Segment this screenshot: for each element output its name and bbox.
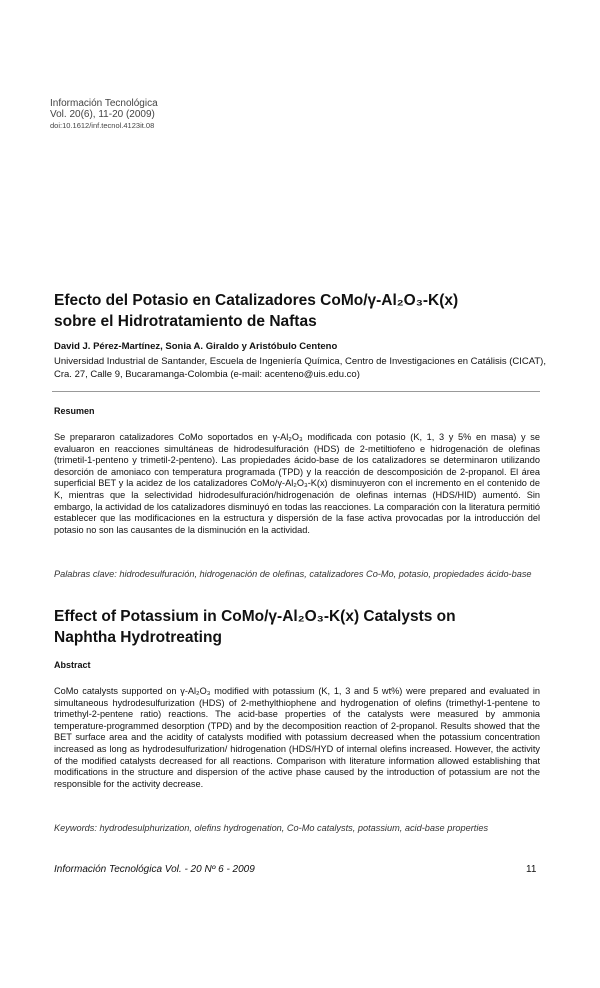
resumen-heading: Resumen — [54, 406, 95, 416]
spanish-title-line2: sobre el Hidrotratamiento de Naftas — [54, 313, 317, 330]
english-title-line2: Naphtha Hydrotreating — [54, 629, 222, 646]
english-title-line1: Effect of Potassium in CoMo/γ-Al₂O₃-K(x) Catalysts on — [54, 608, 456, 625]
abstract-heading: Abstract — [54, 660, 91, 670]
english-title — [54, 606, 554, 648]
page-number: 11 — [526, 864, 537, 875]
divider — [52, 391, 540, 392]
affiliation: Universidad Industrial de Santander, Escuela de Ingeniería Química, Centro de Investigaciones en Catálisis (CICAT), Cra. 27, Calle 9, Bucaramanga-Colombia (e-mail: acenteno@uis.edu.co) — [54, 356, 546, 380]
palabras-clave: Palabras clave: hidrodesulfuración, hidrogenación de olefinas, catalizadores Co-Mo, potasio, propiedades ácido-base — [54, 569, 532, 579]
journal-volume: Vol. 20(6), 11-20 (2009) — [50, 109, 155, 120]
abstract-text: CoMo catalysts supported on γ-Al₂O₃ modified with potassium (K, 1, 3 and 5 wt%) were prepared and evaluated in simultaneous hydrodesulfurization (HDS) of 2-methylthiophene and hydrogenation of olefins (trimethyl-1-pentene to trimethyl-2-pentene ratio) reactions. The acid-base properties of the catalysts were measured by ammonia temperature-programmed desorption (TPD) and by the decomposition reaction of 2-propanol. Results showed that the BET surface area and the acidity of catalysts modified with potassium decreased when the potassium concentration increased as long as hydrodesulfurization/ hidrogenation (HDS/HYD of internal olefins increased. However, the activity of the modified catalysts decreased for all reactions. Comparison with literature information allowed establishing that modifications in the structure and dispersion of the active phase caused by the introduction of potassium are not the responsible for the activity decrease. — [54, 686, 540, 789]
journal-name: Información Tecnológica — [50, 98, 158, 109]
keywords: Keywords: hydrodesulphurization, olefins hydrogenation, Co-Mo catalysts, potassium, acid-base properties — [54, 823, 489, 833]
resumen-text: Se prepararon catalizadores CoMo soportados en γ-Al₂O₃ modificada con potasio (K, 1, 3 y 5% en masa) y se evaluaron en reacciones simultáneas de hidrodesulfuración (HDS) de 2-metiltiofeno e hidrogenación de olefinas (trimetil-1-penteno y trimetil-2-penteno). Las propiedades ácido-base de los catalizadores se determinaron utilizando desorción de amoniaco con temperatura programada (TPD) y la reacción de descomposición de 2-propanol. El área superficial BET y la acidez de los catalizadores CoMo/γ-Al₂O₃-K(x) disminuyeron con el incremento en el contenido de K, mientras que la selectividad hidrodesulfuración/hidrogenación de olefinas internas (HDS/HID) aumentó. Sin embargo, la actividad de los catalizadores disminuyó en todas las reacciones. La comparación con la literatura permitió establecer que las modificaciones en la estructura y dispersión de la fase activa provocadas por la introducción del potasio no son las causantes de la disminución en la actividad. — [54, 432, 540, 535]
spanish-title-line1: Efecto del Potasio en Catalizadores CoMo/γ-Al₂O₃-K(x) — [54, 292, 459, 309]
footer-journal: Información Tecnológica Vol. - 20 Nº 6 - 2009 — [54, 864, 255, 875]
journal-header — [50, 98, 158, 131]
spanish-title — [54, 290, 554, 332]
journal-doi: doi:10.1612/inf.tecnol.4123it.08 — [50, 121, 155, 130]
authors: David J. Pérez-Martínez, Sonia A. Giraldo y Aristóbulo Centeno — [54, 341, 338, 352]
